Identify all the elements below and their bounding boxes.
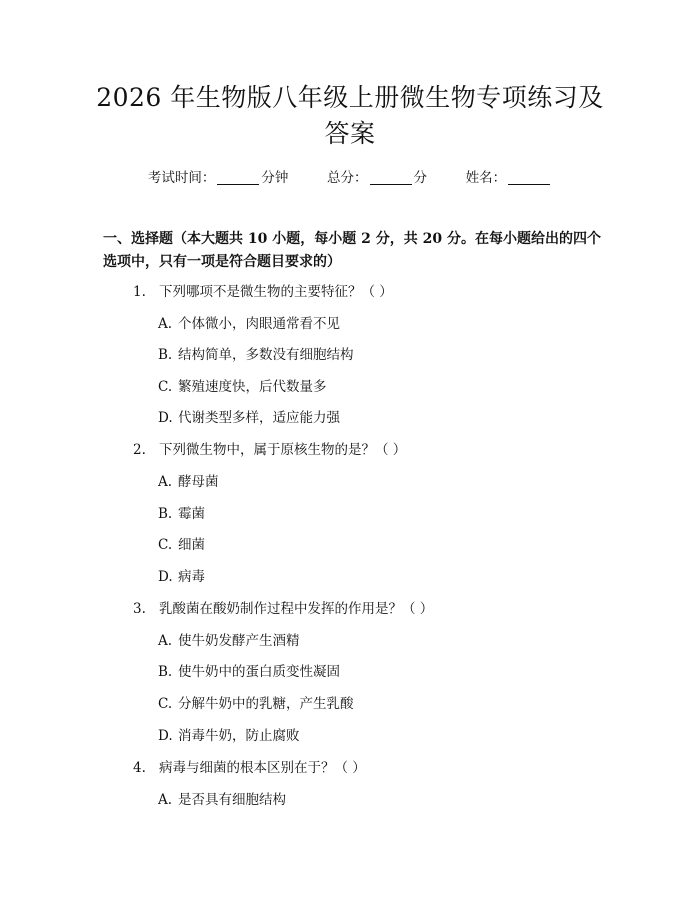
option-letter: C. <box>158 696 173 712</box>
option-text: 分解牛奶中的乳糖，产生乳酸 <box>178 696 354 712</box>
option-letter: A. <box>158 316 173 332</box>
question-text: 病毒与细菌的根本区别在于？（ ） <box>159 760 366 776</box>
question-number: 1. <box>133 284 146 300</box>
option-letter: B. <box>158 347 173 363</box>
question-number: 3. <box>133 601 146 617</box>
option-text: 代谢类型多样，适应能力强 <box>178 410 340 426</box>
question-1 <box>133 282 393 302</box>
question-2-option-d[interactable] <box>158 567 205 587</box>
option-text: 是否具有细胞结构 <box>178 792 286 808</box>
question-2-option-c[interactable] <box>158 535 205 555</box>
option-letter: A. <box>158 792 173 808</box>
option-letter: C. <box>158 537 173 553</box>
title-line-2: 答案 <box>324 119 376 148</box>
score-unit: 分 <box>413 170 427 186</box>
option-letter: B. <box>158 664 173 680</box>
option-text: 使牛奶中的蛋白质变性凝固 <box>178 664 340 680</box>
option-text: 细菌 <box>178 537 205 553</box>
question-number: 4. <box>133 760 146 776</box>
question-3-option-d[interactable] <box>158 726 300 746</box>
question-3-option-a[interactable] <box>158 631 300 651</box>
option-letter: D. <box>158 728 173 744</box>
question-4-option-a[interactable] <box>158 790 286 810</box>
option-letter: B. <box>158 506 173 522</box>
question-2-option-a[interactable] <box>158 472 219 492</box>
time-label: 考试时间： <box>147 170 216 186</box>
question-number: 2. <box>133 442 146 458</box>
question-1-option-d[interactable] <box>158 408 340 428</box>
exam-info-line <box>0 168 700 188</box>
time-blank[interactable] <box>217 170 259 185</box>
question-1-option-b[interactable] <box>158 345 354 365</box>
question-text: 下列哪项不是微生物的主要特征？（ ） <box>159 284 393 300</box>
option-letter: D. <box>158 569 173 585</box>
option-text: 酵母菌 <box>178 474 219 490</box>
option-letter: C. <box>158 379 173 395</box>
document-title <box>80 80 620 152</box>
name-label: 姓名： <box>465 170 507 186</box>
section-heading: 一、选择题（本大题共 10 小题，每小题 2 分，共 20 分。在每小题给出的四个选项中，只有一项是符合题目要求的） <box>103 231 601 270</box>
question-1-option-c[interactable] <box>158 377 327 397</box>
question-2-option-b[interactable] <box>158 504 205 524</box>
score-label: 总分： <box>327 170 368 186</box>
option-text: 消毒牛奶，防止腐败 <box>178 728 300 744</box>
question-4 <box>133 758 366 778</box>
question-text: 乳酸菌在酸奶制作过程中发挥的作用是？（ ） <box>159 601 434 617</box>
option-text: 个体微小，肉眼通常看不见 <box>178 316 340 332</box>
question-3-option-c[interactable] <box>158 694 354 714</box>
option-letter: A. <box>158 474 173 490</box>
option-text: 病毒 <box>178 569 205 585</box>
option-text: 霉菌 <box>178 506 205 522</box>
score-blank[interactable] <box>370 170 412 185</box>
question-3-option-b[interactable] <box>158 662 340 682</box>
option-letter: A. <box>158 633 173 649</box>
name-blank[interactable] <box>508 170 550 185</box>
question-1-option-a[interactable] <box>158 314 340 334</box>
title-line-1: 2026 年生物版八年级上册微生物专项练习及 <box>96 83 604 112</box>
question-2 <box>133 440 406 460</box>
question-text: 下列微生物中，属于原核生物的是？（ ） <box>159 442 407 458</box>
option-text: 结构简单，多数没有细胞结构 <box>178 347 354 363</box>
option-text: 使牛奶发酵产生酒精 <box>178 633 300 649</box>
time-unit: 分钟 <box>261 170 289 186</box>
option-text: 繁殖速度快，后代数量多 <box>178 379 327 395</box>
option-letter: D. <box>158 410 173 426</box>
question-3 <box>133 599 433 619</box>
